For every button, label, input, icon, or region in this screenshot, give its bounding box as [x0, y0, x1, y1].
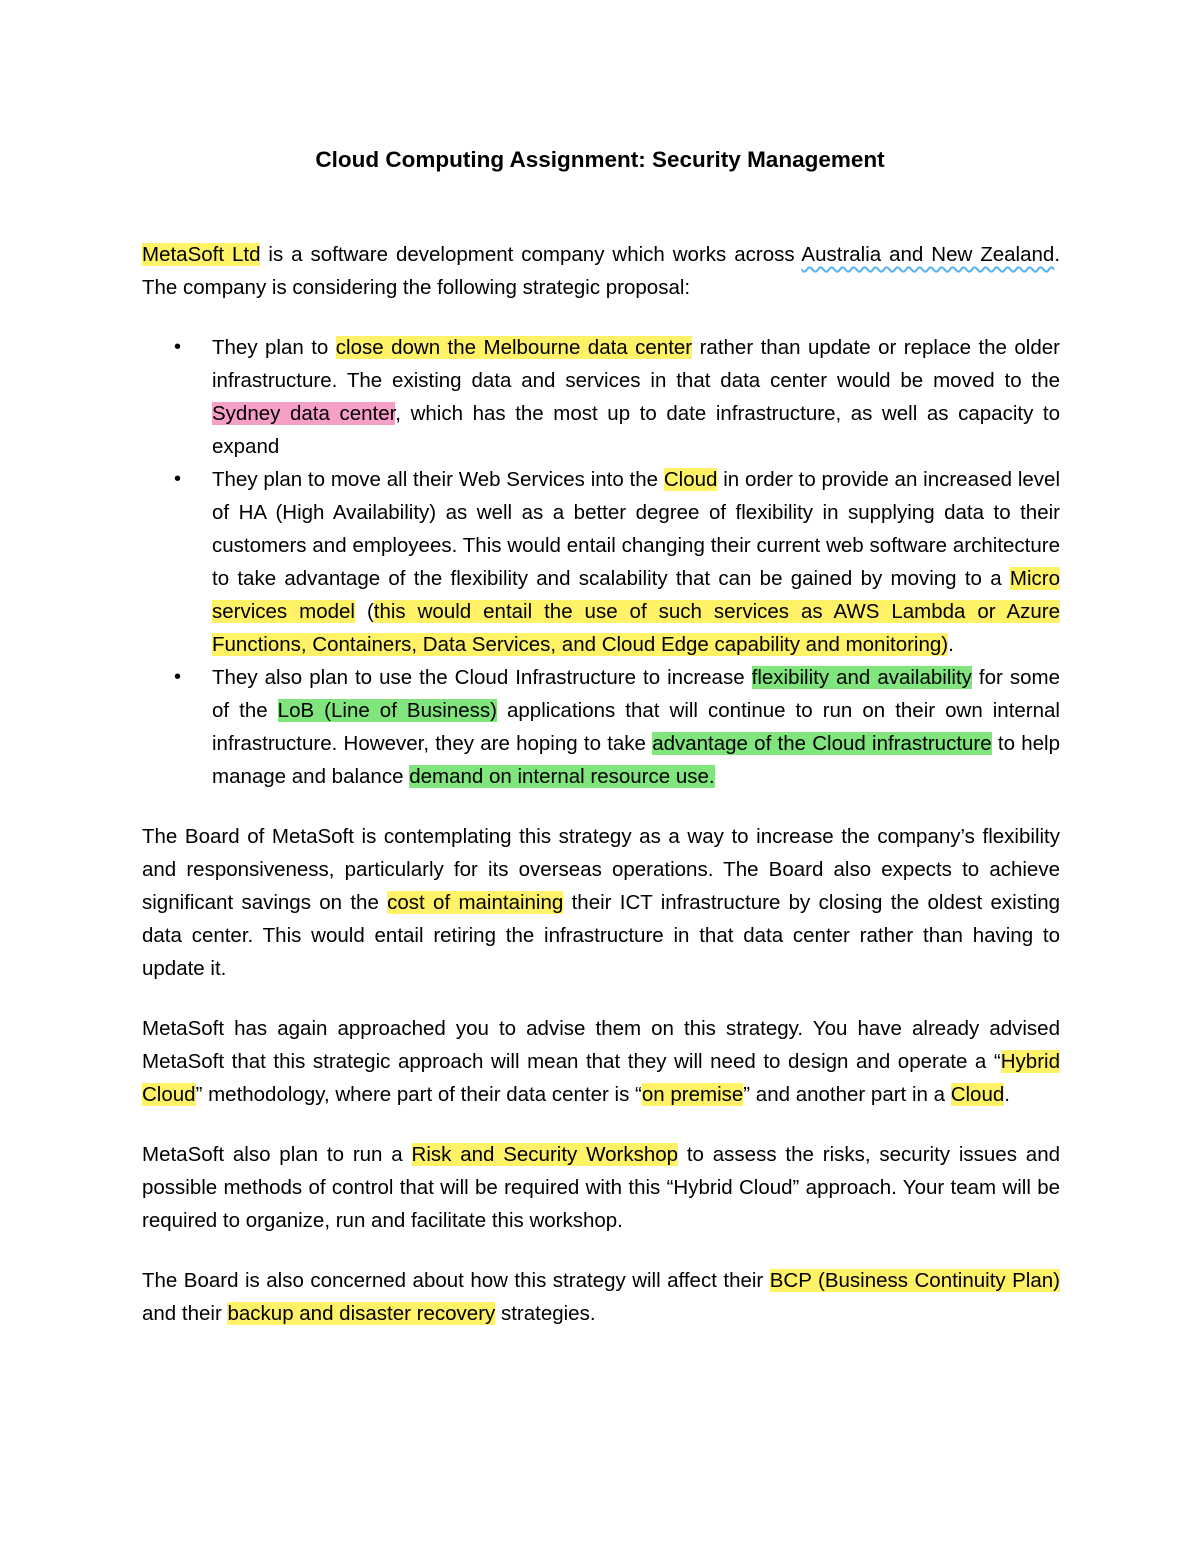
- text-run: is a software development company which works across: [260, 243, 802, 266]
- text-run: The Board is also concerned about how this strategy will affect their: [142, 1269, 770, 1292]
- highlight-yellow: cost of maintaining: [387, 891, 564, 914]
- highlight-green: demand on internal resource use.: [409, 765, 715, 788]
- highlight-green: LoB (Line of Business): [277, 699, 497, 722]
- text-run: MetaSoft has again approached you to advise them on this strategy. You have already advised MetaSoft that this strategic approach will mean that they will need to design and operate a “: [142, 1017, 1060, 1073]
- highlight-yellow: Risk and Security Workshop: [411, 1143, 679, 1166]
- list-item: [174, 331, 1060, 463]
- proposal-list: [142, 331, 1060, 793]
- board-paragraph: [142, 820, 1060, 985]
- text-run: (: [354, 600, 374, 623]
- bullet-icon: •: [174, 336, 182, 358]
- text-run: in order to provide an increased level of HA (High Availability) as well as a better degree of flexibility in supplying data to their customers and employees. This would entail changing their current web software architecture to take advantage of the flexibility and scalability that can be gained by moving to a: [212, 468, 1060, 590]
- text-run: MetaSoft also plan to run a: [142, 1143, 412, 1166]
- text-run: rather than update or replace the older infrastructure. The existing data and services in that data center would be moved to the: [212, 336, 1060, 392]
- text-run: and their: [142, 1302, 228, 1325]
- text-run: , which has the most up to date infrastructure, as well as capacity to expand: [212, 402, 1060, 458]
- spellcheck-region: Australia and New Zealand: [801, 243, 1055, 266]
- highlight-green: flexibility and availability: [751, 666, 972, 689]
- text-run: for some of the: [212, 666, 1060, 722]
- text-run: .: [1004, 1083, 1010, 1106]
- highlight-yellow: close down the Melbourne data center: [335, 336, 693, 359]
- highlight-yellow: BCP (Business Continuity Plan): [769, 1269, 1060, 1292]
- highlight-company: MetaSoft Ltd: [142, 243, 261, 266]
- highlight-yellow: Cloud: [663, 468, 718, 491]
- list-item: [174, 463, 1060, 661]
- text-run: They plan to: [212, 336, 336, 359]
- highlight-yellow: Cloud: [950, 1083, 1005, 1106]
- highlight-yellow: on premise: [641, 1083, 744, 1106]
- highlight-yellow: this would entail the use of such services as AWS Lambda or Azure Functions, Containers, Data Services, and Cloud Edge capability and monitoring): [212, 600, 1060, 656]
- document-body: [142, 238, 1060, 1330]
- highlight-pink: Sydney data center: [212, 402, 396, 425]
- text-run: applications that will continue to run on their own internal infrastructure. However, they are hoping to take: [212, 699, 1060, 755]
- text-run: to help manage and balance: [212, 732, 1060, 788]
- highlight-yellow: backup and disaster recovery: [227, 1302, 496, 1325]
- text-run: They also plan to use the Cloud Infrastructure to increase: [212, 666, 752, 689]
- highlight-yellow: Hybrid Cloud: [142, 1050, 1060, 1106]
- highlight-green: advantage of the Cloud infrastructure: [652, 732, 992, 755]
- list-item: [174, 661, 1060, 793]
- workshop-paragraph: [142, 1138, 1060, 1237]
- text-run: . The company is considering the following strategic proposal:: [142, 243, 1061, 299]
- bcp-paragraph: [142, 1264, 1060, 1330]
- intro-paragraph: [142, 238, 1060, 304]
- bullet-icon: •: [174, 468, 182, 490]
- text-run: They plan to move all their Web Services into the: [212, 468, 664, 491]
- text-run: to assess the risks, security issues and possible methods of control that will be required with this “Hybrid Cloud” approach. Your team will be required to organize, run and facilitate this workshop.: [142, 1143, 1060, 1232]
- bullet-icon: •: [174, 666, 182, 688]
- page-title: Cloud Computing Assignment: Security Management: [315, 147, 885, 172]
- text-run: their ICT infrastructure by closing the oldest existing data center. This would entail retiring the infrastructure in that data center rather than having to update it.: [142, 891, 1060, 980]
- text-run: .: [948, 633, 954, 656]
- text-run: strategies.: [495, 1302, 596, 1325]
- text-run: ” methodology, where part of their data center is “: [195, 1083, 642, 1106]
- text-run: The Board of MetaSoft is contemplating this strategy as a way to increase the company’s flexibility and responsiveness, particularly for its overseas operations. The Board also expects to achieve significant savings on the: [142, 825, 1060, 914]
- text-run: ” and another part in a: [743, 1083, 951, 1106]
- highlight-yellow: Micro services model: [212, 567, 1060, 623]
- advise-paragraph: [142, 1012, 1060, 1111]
